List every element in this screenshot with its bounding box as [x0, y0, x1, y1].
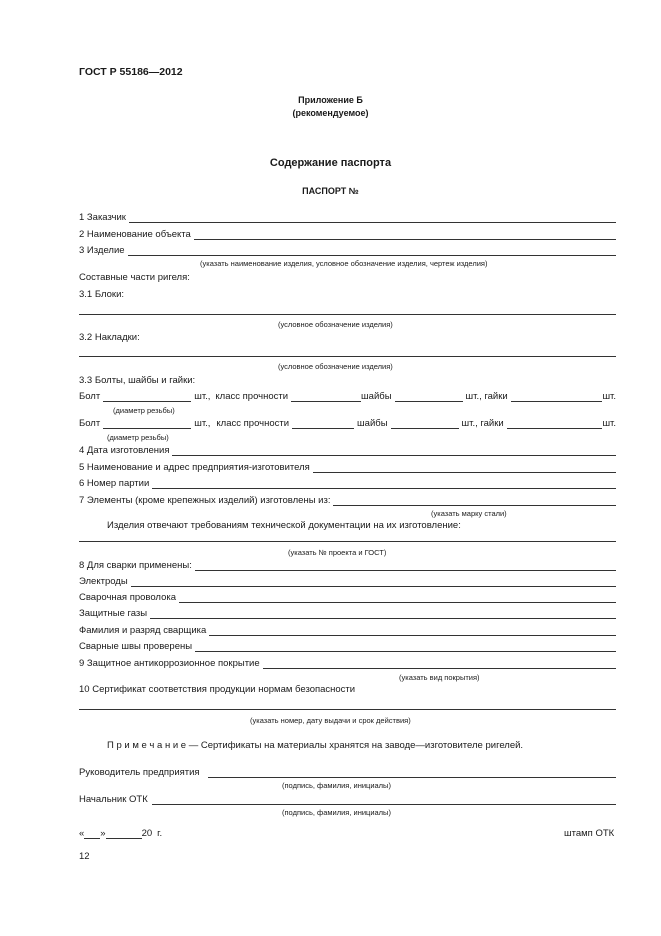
pcs-end-label: шт.	[602, 391, 616, 402]
blank-line[interactable]	[128, 246, 616, 256]
blank-line[interactable]	[333, 496, 616, 506]
nuts-label: шт., гайки	[461, 418, 504, 429]
signature-otk	[79, 792, 616, 805]
date-year: 20	[141, 828, 153, 839]
blocks-line[interactable]	[79, 314, 616, 315]
conformity-caption: (указать № проекта и ГОСТ)	[288, 548, 387, 557]
certificate-caption: (указать номер, дату выдачи и срок действия)	[250, 716, 411, 725]
section-title: Содержание паспорта	[269, 157, 392, 169]
blank-line[interactable]	[103, 392, 191, 402]
field-label: 2 Наименование объекта	[79, 229, 191, 240]
blocks-caption: (условное обозначение изделия)	[278, 320, 393, 329]
field-label: 6 Номер партии	[79, 478, 150, 489]
nuts-label: шт., гайки	[465, 391, 508, 402]
diameter-caption-1: (диаметр резьбы)	[113, 406, 175, 415]
diameter-caption-2: (диаметр резьбы)	[107, 433, 169, 442]
field-customer	[79, 210, 616, 223]
date-field	[79, 828, 162, 839]
signature-label: Начальник ОТК	[79, 794, 148, 805]
blank-line[interactable]	[172, 446, 616, 456]
field-label: 5 Наименование и адрес предприятия-изготовителя	[79, 462, 310, 473]
field-material	[79, 493, 616, 506]
bolt-row-2	[79, 416, 616, 429]
bolt-label: Болт	[79, 418, 101, 429]
certificate-label: 10 Сертификат соответствия продукции нормам безопасности	[79, 684, 356, 695]
overlays-line[interactable]	[79, 356, 616, 357]
field-label: 4 Дата изготовления	[79, 445, 170, 456]
blank-line[interactable]	[511, 392, 603, 402]
field-manufacturer	[79, 460, 616, 473]
field-label: Сварные швы проверены	[79, 641, 193, 652]
blank-line[interactable]	[507, 419, 603, 429]
blank-line[interactable]	[291, 392, 361, 402]
field-coating	[79, 656, 616, 669]
blank-line[interactable]	[313, 463, 616, 473]
blank-line[interactable]	[391, 419, 459, 429]
blank-line[interactable]	[129, 213, 616, 223]
field-label: 9 Защитное антикоррозионное покрытие	[79, 658, 260, 669]
bolt-label: Болт	[79, 391, 101, 402]
blank-line[interactable]	[194, 230, 616, 240]
pcs-end-label: шт.	[602, 418, 616, 429]
field-gases	[79, 606, 616, 619]
overlays-label: 3.2 Накладки:	[79, 332, 140, 343]
otk-stamp: штамп ОТК	[564, 828, 615, 839]
blank-line[interactable]	[150, 609, 616, 619]
field-product	[79, 243, 616, 256]
blank-line[interactable]	[195, 561, 616, 571]
overlays-caption: (условное обозначение изделия)	[278, 362, 393, 371]
signature-head	[79, 765, 616, 778]
blank-line[interactable]	[209, 626, 616, 636]
strength-label: класс прочности	[215, 391, 289, 402]
strength-label: класс прочности	[216, 418, 290, 429]
passport-title: ПАСПОРТ №	[302, 186, 359, 196]
field-label: Сварочная проволока	[79, 592, 177, 603]
date-suffix: г.	[157, 828, 163, 839]
bolt-row-1	[79, 389, 616, 402]
field-wire	[79, 590, 616, 603]
blank-line[interactable]	[263, 659, 616, 669]
blank-line[interactable]	[179, 593, 616, 603]
blank-line[interactable]	[131, 577, 616, 587]
blank-line[interactable]	[395, 392, 463, 402]
field-label: Защитные газы	[79, 608, 148, 619]
appendix-title: Приложение Б	[298, 95, 363, 105]
parts-heading: Составные части ригеля:	[79, 272, 190, 283]
blank-line[interactable]	[195, 642, 616, 652]
day-blank[interactable]	[84, 829, 100, 839]
field-electrodes	[79, 574, 616, 587]
blank-line[interactable]	[152, 795, 616, 805]
note	[107, 740, 523, 751]
date-open-quote: «	[79, 828, 85, 839]
standard-number: ГОСТ Р 55186—2012	[79, 66, 183, 78]
signature-caption-otk: (подпись, фамилия, инициалы)	[282, 808, 391, 817]
blank-line[interactable]	[208, 768, 616, 778]
product-caption: (указать наименование изделия, условное обозначение изделия, чертеж изделия)	[200, 259, 488, 268]
coating-caption: (указать вид покрытия)	[399, 673, 480, 682]
field-welding	[79, 558, 616, 571]
field-date	[79, 443, 616, 456]
field-label: 7 Элементы (кроме крепежных изделий) изготовлены из:	[79, 495, 331, 506]
washers-label: шайбы	[361, 391, 392, 402]
field-label: 1 Заказчик	[79, 212, 126, 223]
blank-line[interactable]	[292, 419, 354, 429]
field-label: 8 Для сварки применены:	[79, 560, 192, 571]
field-object-name	[79, 227, 616, 240]
conformity-text: Изделия отвечают требованиям технической документации на их изготовление:	[107, 520, 461, 531]
fasteners-label: 3.3 Болты, шайбы и гайки:	[79, 375, 196, 386]
pcs-label: шт.,	[194, 418, 211, 429]
field-weld-check	[79, 639, 616, 652]
blank-line[interactable]	[152, 479, 616, 489]
note-text: — Сертификаты на материалы хранятся на заводе—изготовителе ригелей.	[186, 740, 524, 751]
field-welder	[79, 623, 616, 636]
month-blank[interactable]	[106, 829, 142, 839]
material-caption: (указать марку стали)	[431, 509, 507, 518]
page-number: 12	[79, 851, 90, 862]
field-label: Электроды	[79, 576, 128, 587]
certificate-line[interactable]	[79, 709, 616, 710]
blocks-label: 3.1 Блоки:	[79, 289, 125, 300]
date-close-quote: »	[100, 828, 106, 839]
field-label: 3 Изделие	[79, 245, 125, 256]
appendix-subtitle: (рекомендуемое)	[292, 108, 369, 118]
blank-line[interactable]	[103, 419, 191, 429]
conformity-line[interactable]	[79, 541, 616, 542]
field-batch	[79, 476, 616, 489]
field-label: Фамилия и разряд сварщика	[79, 625, 207, 636]
note-label: П р и м е ч а н и е	[107, 740, 187, 751]
signature-label: Руководитель предприятия	[79, 767, 200, 778]
signature-caption-head: (подпись, фамилия, инициалы)	[282, 781, 391, 790]
washers-label: шайбы	[357, 418, 388, 429]
pcs-label: шт.,	[194, 391, 211, 402]
